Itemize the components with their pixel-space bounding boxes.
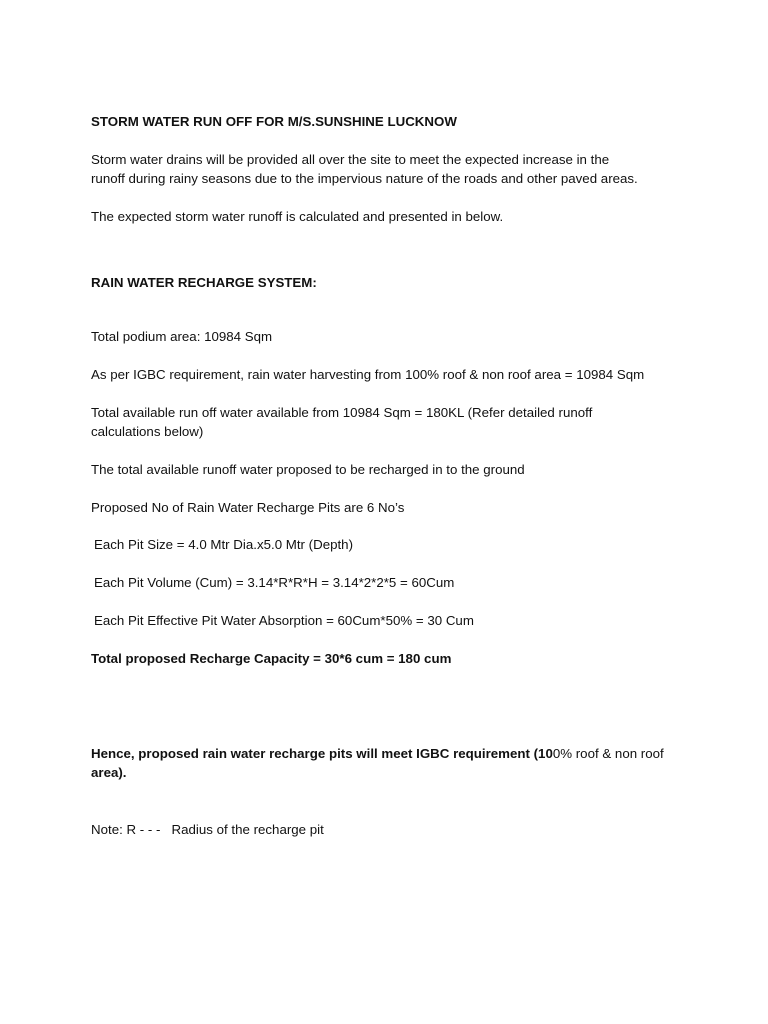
available-runoff-line-1: Total available run off water available from 10984 Sqm = 180KL (Refer detailed runoff <box>91 405 593 420</box>
igbc-requirement-text: As per IGBC requirement, rain water harvesting from 100% roof & non roof area = 10984 Sqm <box>91 367 645 382</box>
intro-paragraph-line-2: runoff during rainy seasons due to the impervious nature of the roads and other paved areas. <box>91 171 638 186</box>
total-capacity-text: Total proposed Recharge Capacity = 30*6 cum = 180 cum <box>91 651 452 666</box>
conclusion-line-1 <box>91 744 664 763</box>
conclusion-bold-part: Hence, proposed rain water recharge pits will meet IGBC requirement (10 <box>91 746 553 761</box>
conclusion-line-2-bold-part: area <box>91 765 119 780</box>
conclusion-line-2-end: ). <box>118 765 127 780</box>
pit-absorption-text: Each Pit Effective Pit Water Absorption = 60Cum*50% = 30 Cum <box>94 613 474 628</box>
pit-size-text: Each Pit Size = 4.0 Mtr Dia.x5.0 Mtr (Depth) <box>94 537 354 552</box>
conclusion-line-2 <box>91 763 127 782</box>
available-runoff-line-2: calculations below) <box>91 424 204 439</box>
intro-paragraph-line-1: Storm water drains will be provided all over the site to meet the expected increase in the <box>91 152 610 167</box>
document-heading: STORM WATER RUN OFF FOR M/S.SUNSHINE LUCKNOW <box>91 114 457 129</box>
note-text: Note: R - - - Radius of the recharge pit <box>91 822 324 837</box>
pit-volume-text: Each Pit Volume (Cum) = 3.14*R*R*H = 3.14*2*2*5 = 60Cum <box>94 575 455 590</box>
expected-runoff-text: The expected storm water runoff is calculated and presented in below. <box>91 209 504 224</box>
proposed-pits-text: Proposed No of Rain Water Recharge Pits are 6 No’s <box>91 500 405 515</box>
recharge-statement: The total available runoff water proposed to be recharged in to the ground <box>91 462 525 477</box>
section-heading: RAIN WATER RECHARGE SYSTEM: <box>91 275 317 290</box>
podium-area-text: Total podium area: 10984 Sqm <box>91 329 273 344</box>
conclusion-regular-part: 0% roof & non roof <box>552 746 664 761</box>
